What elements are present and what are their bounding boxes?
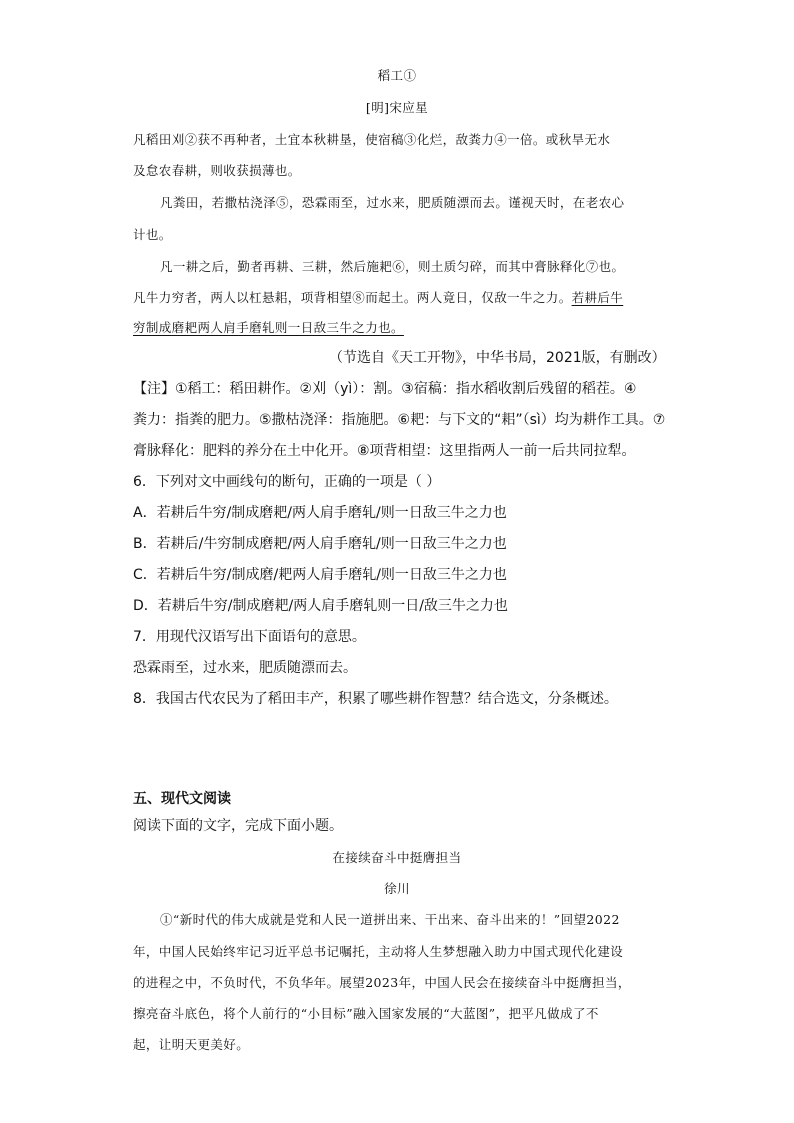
underlined-sentence-start: 若耕后牛 [571,290,624,305]
notes-line-1: 【注】①稻工：稻田耕作。②刈（yì）：割。③宿稿：指水稻收割后残留的稻茬。④ [133,381,637,397]
article-paragraph-1-line-1: ①“新时代的伟大成就是党和人民一道拼出来、干出来、奋斗出来的！”回望2022 [160,912,620,927]
question-6-option-c: C．若耕后牛穷/制成磨/耙两人肩手磨轧/则一日敌三牛之力也 [133,567,507,583]
ancient-paragraph-1-line-1: 凡稻田刈②获不再种者，土宜本秋耕垦，使宿稿③化烂，敌粪力④一倍。或秋旱无水 [133,132,611,147]
question-8: 8．我国古代农民为了稻田丰产，积累了哪些耕作智慧？结合选文，分条概述。 [133,691,618,707]
article-author: 徐川 [384,881,410,896]
article-paragraph-1-line-5: 起，让明天更美好。 [133,1037,250,1052]
article-paragraph-1-line-4: 擦亮奋斗底色，将个人前行的“小目标”融入国家发展的“大蓝图”，把平凡做成了不 [133,1006,599,1021]
ancient-paragraph-2-line-1: 凡粪田，若撒枯浇泽⑤，恐霖雨至，过水来，肥质随漂而去。谨视天时，在老农心 [160,195,625,210]
section-5-instruction: 阅读下面的文字，完成下面小题。 [133,818,343,834]
question-6-option-a: A．若耕后牛穷/制成磨耙/两人肩手磨轧/则一日敌三牛之力也 [133,505,507,521]
notes-line-2: 粪力：指粪的肥力。⑤撒枯浇泽：指施肥。⑥耙：与下文的“耜”（sì）均为耕作工具。⑦ [133,412,666,428]
question-6: 6．下列对文中画线句的断句，正确的一项是（ ） [133,474,441,490]
ancient-paragraph-3-line-1: 凡一耕之后，勤者再耕、三耕，然后施耙⑥，则土质匀碎，而其中膏脉释化⑦也。 [160,259,625,274]
ancient-title: 稻工① [377,68,417,83]
article-title: 在接续奋斗中挺膺担当 [332,850,462,865]
question-7-sentence: 恐霖雨至，过水来，肥质随漂而去。 [133,660,357,676]
question-6-option-d: D．若耕后牛穷/制成磨耙/两人肩手磨轧则一日/敌三牛之力也 [133,598,508,614]
ancient-paragraph-3-line-2 [133,288,623,308]
article-paragraph-1-line-3: 的进程之中，不负时代，不负华年。展望2023年，中国人民会在接续奋斗中挺膺担当， [133,975,631,990]
ancient-paragraph-3-line-2-text: 凡牛力穷者，两人以杠悬耜，项背相望⑧而起土。两人竟日，仅敌一牛之力。 [133,290,572,305]
ancient-author: [明]宋应星 [365,100,429,115]
section-5-heading: 五、现代文阅读 [133,791,231,807]
notes-line-3: 膏脉释化：肥料的养分在土中化开。⑧项背相望：这里指两人一前一后共同拉犁。 [133,443,636,459]
underlined-sentence-end: 穷制成磨耙两人肩手磨轧则一日敌三牛之力也。 [133,320,404,335]
ancient-paragraph-1-line-2: 及怠农春耕，则收获损薄也。 [133,163,301,178]
ancient-paragraph-2-line-2: 计也。 [133,227,172,242]
question-7: 7．用现代汉语写出下面语句的意思。 [133,629,366,645]
question-6-option-b: B．若耕后/牛穷制成磨耙/两人肩手磨轧/则一日敌三牛之力也 [133,536,507,552]
ancient-source: （节选自《天工开物》，中华书局，2021版，有删改） [329,350,666,366]
article-paragraph-1-line-2: 年，中国人民始终牢记习近平总书记嘱托，主动将人生梦想融入助力中国式现代化建设 [133,944,624,959]
